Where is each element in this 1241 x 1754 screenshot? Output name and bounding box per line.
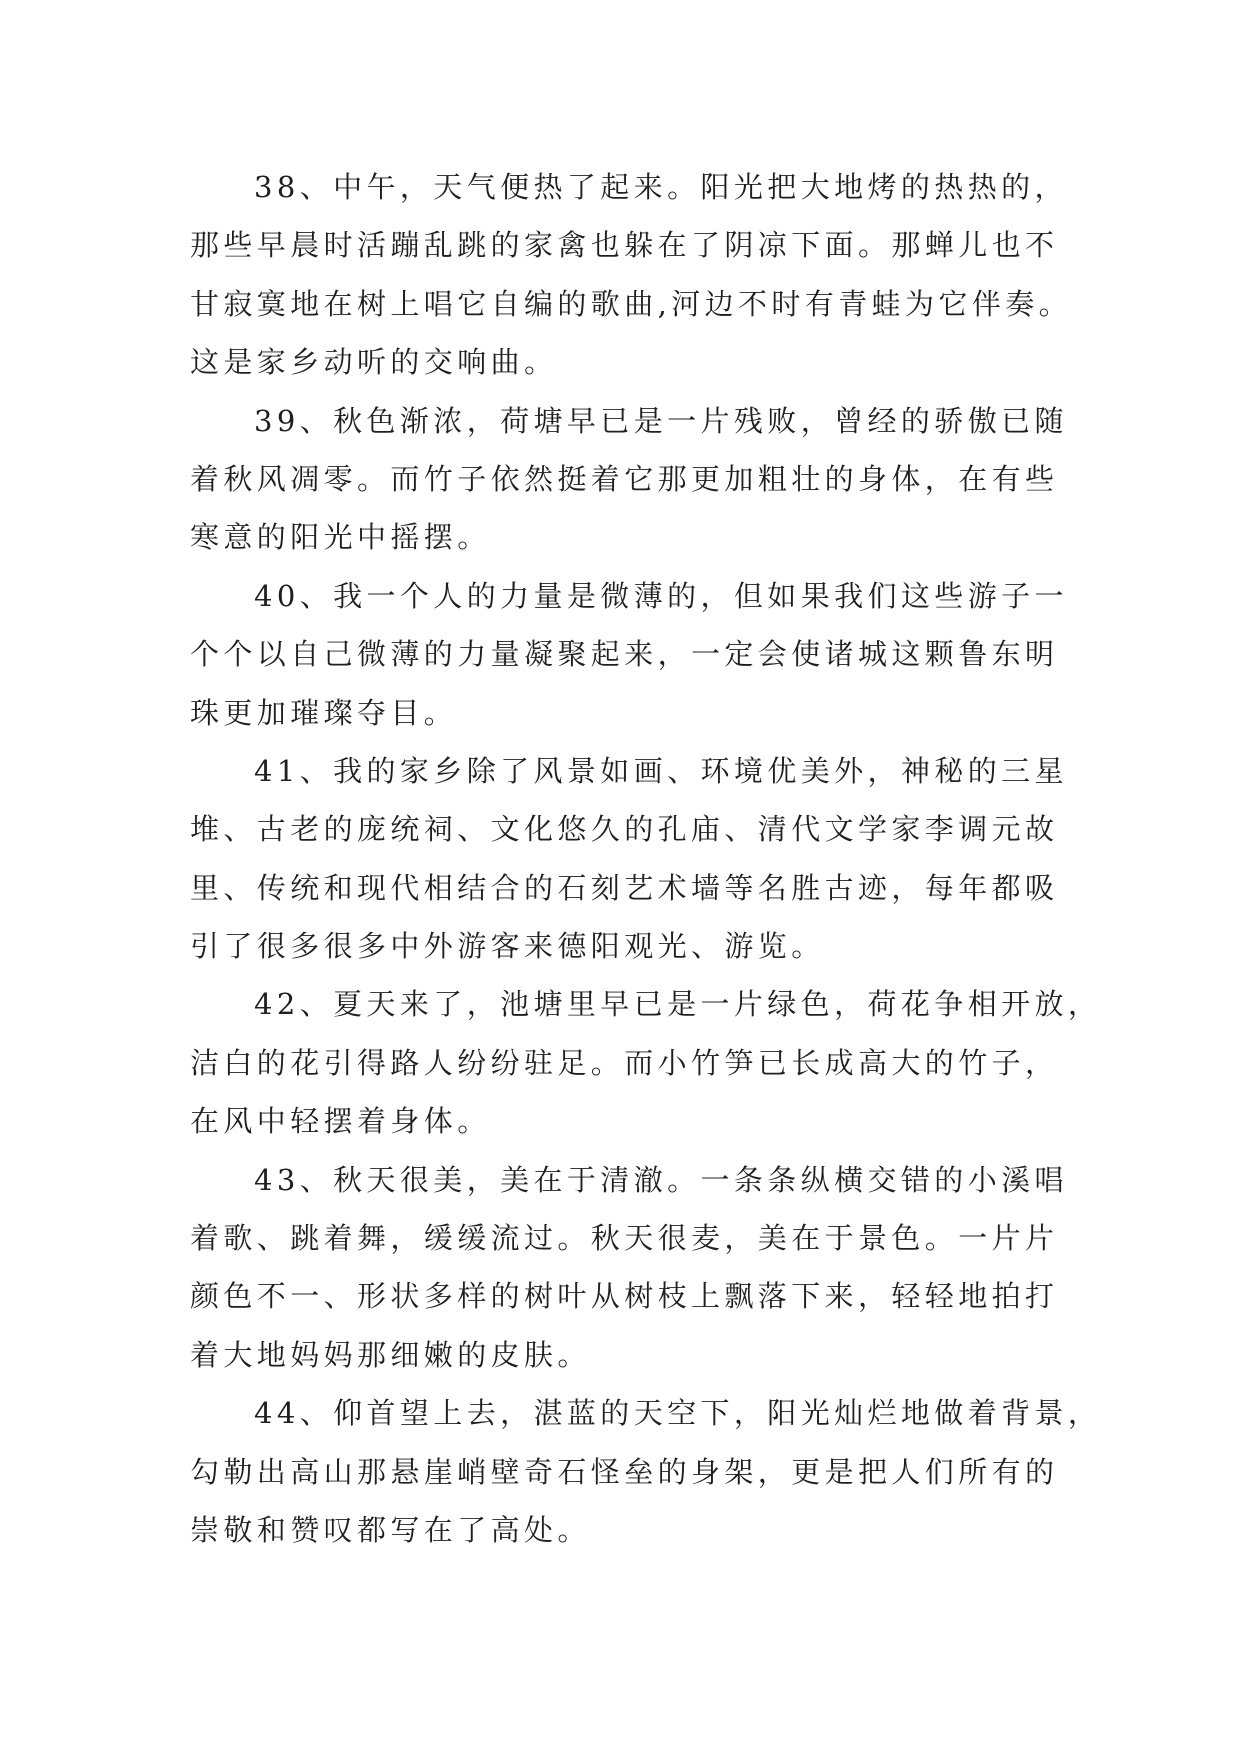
paragraph-43 — [190, 1151, 1090, 1385]
text-line: 42、夏天来了，池塘里早已是一片绿色，荷花争相开放， — [254, 987, 1102, 1022]
text-line: 40、我一个人的力量是微薄的，但如果我们这些游子一 — [254, 578, 1068, 613]
paragraph-42 — [190, 975, 1102, 1150]
text-line: 38、中午，天气便热了起来。阳光把大地烤的热热的， — [254, 170, 1068, 204]
text-line: 颜色不一、形状多样的树叶从树枝上飘落下来，轻轻地拍打 — [190, 1279, 1059, 1314]
paragraph-44 — [190, 1384, 1102, 1559]
text-line: 勾勒出高山那悬崖峭壁奇石怪垒的身架，更是把人们所有的 — [190, 1454, 1059, 1489]
text-line: 珠更加璀璨夺目。 — [190, 695, 458, 730]
text-line: 这是家乡动听的交响曲。 — [190, 345, 558, 380]
text-line: 寒意的阳光中摇摆。 — [190, 520, 491, 555]
text-line: 44、仰首望上去，湛蓝的天空下，阳光灿烂地做着背景， — [254, 1396, 1102, 1431]
text-line: 里、传统和现代相结合的石刻艺术墙等名胜古迹，每年都吸 — [190, 870, 1059, 905]
text-line: 在风中轻摆着身体。 — [190, 1104, 491, 1139]
text-line: 着秋风凋零。而竹子依然挺着它那更加粗壮的身体，在有些 — [190, 461, 1059, 496]
paragraph-38 — [190, 158, 1090, 392]
text-line: 着大地妈妈那细嫩的皮肤。 — [190, 1337, 591, 1372]
paragraph-39 — [190, 392, 1090, 567]
text-line: 那些早晨时活蹦乱跳的家禽也躲在了阴凉下面。那蝉儿也不 — [190, 228, 1059, 263]
text-line: 着歌、跳着舞，缓缓流过。秋天很麦，美在于景色。一片片 — [190, 1221, 1059, 1256]
text-line: 39、秋色渐浓，荷塘早已是一片残败，曾经的骄傲已随 — [254, 403, 1068, 438]
text-line: 41、我的家乡除了风景如画、环境优美外，神秘的三星 — [254, 753, 1068, 788]
document-body — [190, 158, 1102, 1559]
paragraph-40 — [190, 567, 1090, 742]
paragraph-41 — [190, 742, 1090, 976]
text-line: 崇敬和赞叹都写在了高处。 — [190, 1512, 591, 1547]
text-line: 43、秋天很美，美在于清澈。一条条纵横交错的小溪唱 — [254, 1162, 1068, 1197]
text-line: 引了很多很多中外游客来德阳观光、游览。 — [190, 929, 825, 964]
text-line: 个个以自己微薄的力量凝聚起来，一定会使诸城这颗鲁东明 — [190, 637, 1059, 672]
text-line: 洁白的花引得路人纷纷驻足。而小竹笋已长成高大的竹子， — [190, 1045, 1059, 1080]
text-line: 堆、古老的庞统祠、文化悠久的孔庙、清代文学家李调元故 — [190, 812, 1059, 847]
text-line: 甘寂寞地在树上唱它自编的歌曲,河边不时有青蛙为它伴奏。 — [190, 286, 1073, 321]
